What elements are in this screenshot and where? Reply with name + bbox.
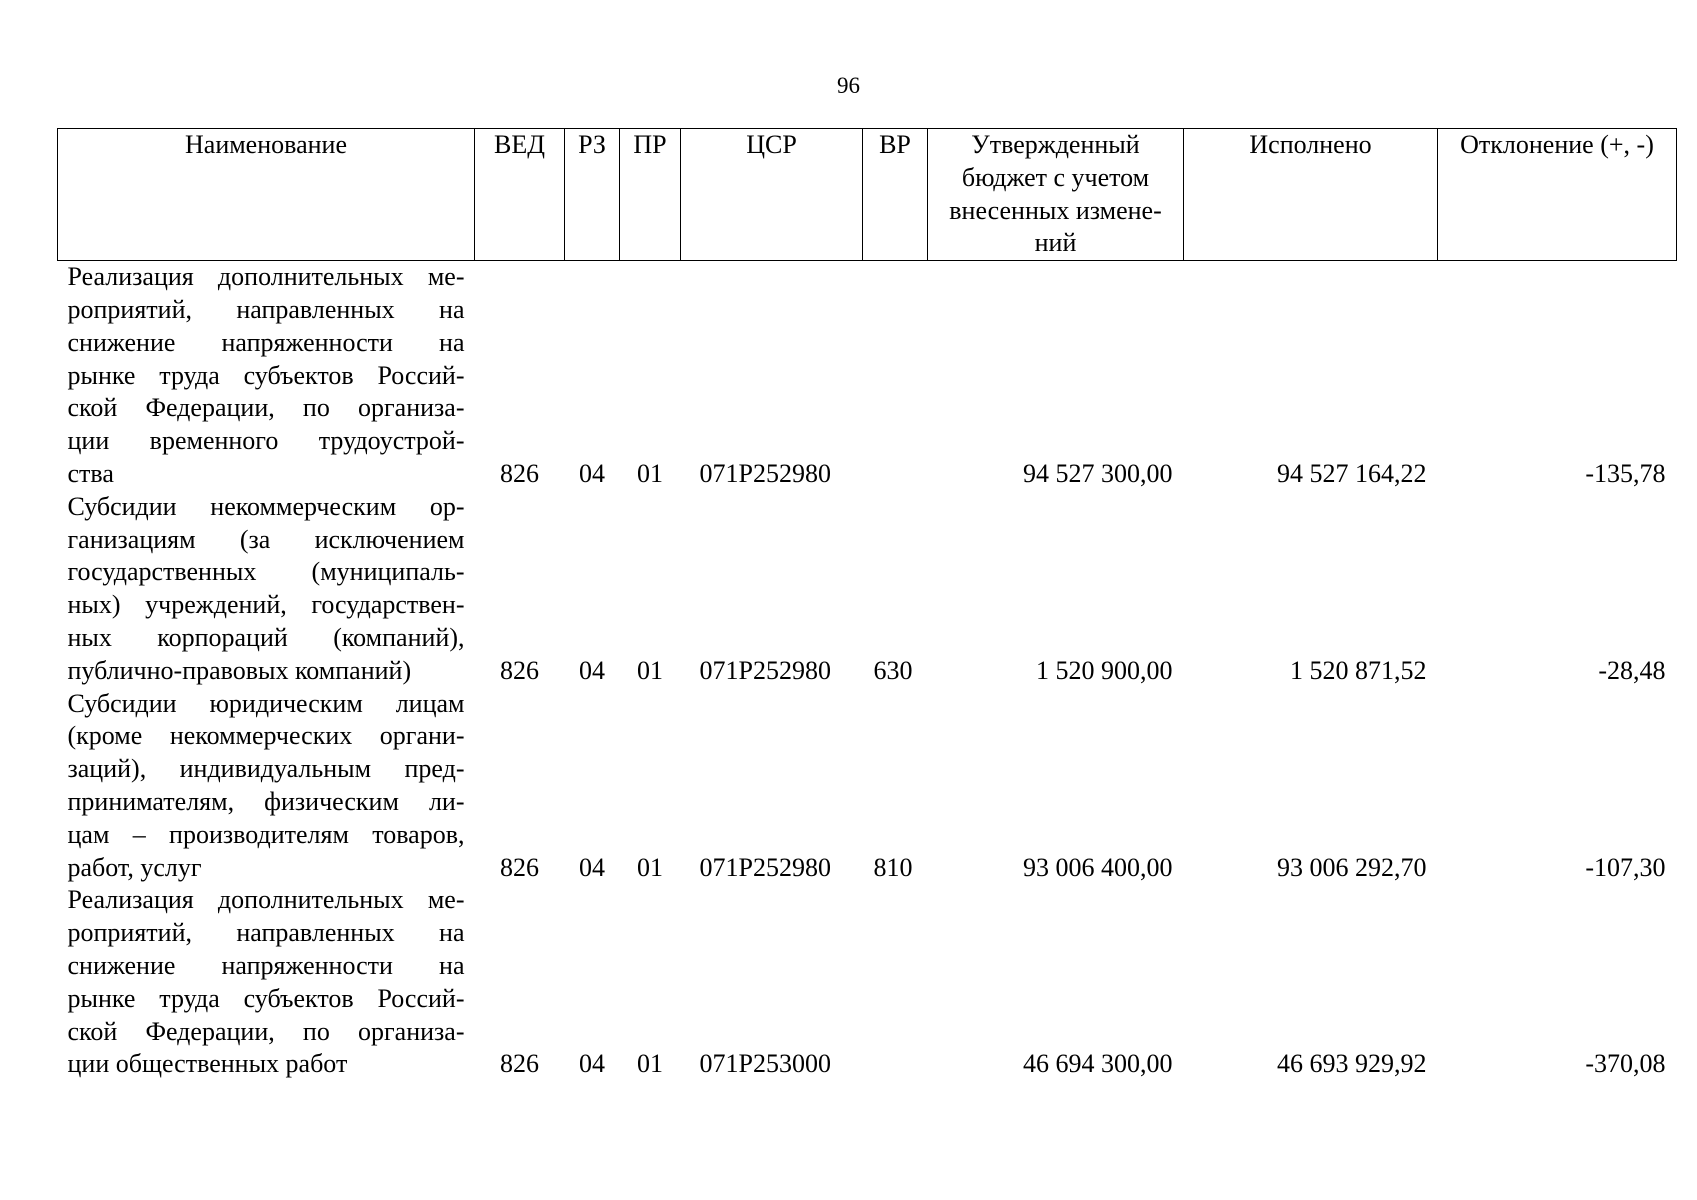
cell-executed: 93 006 292,70 [1277, 852, 1427, 882]
name-line: ных корпораций (компаний), [67, 622, 465, 652]
cell-deviation: -135,78 [1585, 458, 1666, 488]
table-row [58, 491, 1677, 688]
name-line: рынке труда субъектов Россий- [67, 360, 465, 390]
name-line: ской Федерации, по организа- [67, 393, 465, 423]
cell-rz: 04 [579, 458, 605, 488]
name-line: заций), индивидуальным пред- [67, 754, 465, 784]
name-line: роприятий, направленных на [67, 918, 465, 948]
name-line: ганизациям (за исключением [67, 524, 465, 554]
cell-approved: 94 527 300,00 [1023, 458, 1173, 488]
header-row [58, 129, 1677, 261]
cell-pr: 01 [637, 655, 663, 685]
cell-name [58, 261, 475, 491]
name-line: ных) учреждений, государствен- [67, 590, 465, 620]
cell-vr: 630 [873, 655, 913, 685]
cell-deviation: -370,08 [1585, 1049, 1666, 1079]
cell-ved: 826 [500, 655, 539, 685]
cell-pr: 01 [637, 852, 663, 882]
cell-rz: 04 [579, 1049, 605, 1079]
cell-approved: 93 006 400,00 [1023, 852, 1173, 882]
header-rz: РЗ [565, 129, 620, 261]
cell-approved: 1 520 900,00 [1036, 655, 1173, 685]
name-line: снижение напряженности на [67, 327, 465, 357]
cell-vr: 810 [873, 852, 913, 882]
cell-ved: 826 [500, 458, 539, 488]
cell-rz: 04 [579, 655, 605, 685]
name-line: ства [67, 458, 114, 488]
table-row [58, 884, 1677, 1081]
header-executed: Исполнено [1184, 129, 1438, 261]
cell-csr: 071P252980 [699, 852, 831, 882]
cell-ved: 826 [500, 1049, 539, 1079]
header-csr: ЦСР [681, 129, 863, 261]
name-line: снижение напряженности на [67, 950, 465, 980]
name-line: роприятий, направленных на [67, 294, 465, 324]
name-line: (кроме некоммерческих органи- [67, 721, 465, 751]
budget-execution-table [57, 128, 1677, 1081]
cell-pr: 01 [637, 458, 663, 488]
cell-executed: 1 520 871,52 [1290, 655, 1427, 685]
page-number: 96 [837, 73, 860, 98]
table-body [58, 261, 1677, 1081]
cell-deviation: -107,30 [1585, 852, 1666, 882]
name-line: цам – производителям товаров, [67, 819, 465, 849]
cell-csr: 071P253000 [699, 1049, 831, 1079]
header-name: Наименование [58, 129, 475, 261]
cell-csr: 071P252980 [699, 655, 831, 685]
cell-rz: 04 [579, 852, 605, 882]
name-line: работ, услуг [67, 852, 202, 882]
cell-vr [863, 261, 928, 491]
table-row [58, 261, 1677, 491]
cell-executed: 94 527 164,22 [1277, 458, 1427, 488]
name-line: публично-правовых компаний) [67, 655, 412, 685]
name-line: ской Федерации, по организа- [67, 1016, 465, 1046]
name-line: ции временного трудоустрой- [67, 426, 465, 456]
cell-name [58, 491, 475, 688]
cell-executed: 46 693 929,92 [1277, 1049, 1427, 1079]
name-line: принимателям, физическим ли- [67, 786, 465, 816]
header-vr: ВР [863, 129, 928, 261]
cell-name [58, 884, 475, 1081]
header-pr: ПР [620, 129, 681, 261]
name-line: ции общественных работ [67, 1049, 348, 1079]
name-line: Субсидии некоммерческим ор- [67, 491, 465, 521]
name-line: Реализация дополнительных ме- [67, 885, 465, 915]
cell-deviation: -28,48 [1598, 655, 1666, 685]
name-line: Реализация дополнительных ме- [67, 262, 465, 292]
table-row [58, 688, 1677, 885]
table-header [58, 129, 1677, 261]
cell-vr [863, 884, 928, 1081]
cell-ved: 826 [500, 852, 539, 882]
cell-csr: 071P252980 [699, 458, 831, 488]
cell-name [58, 688, 475, 885]
name-line: Субсидии юридическим лицам [67, 688, 465, 718]
cell-pr: 01 [637, 1049, 663, 1079]
name-line: рынке труда субъектов Россий- [67, 983, 465, 1013]
header-approved: Утвержденный бюджет с учетом внесенных измене-ний [928, 129, 1184, 261]
header-deviation: Отклонение (+, -) [1438, 129, 1677, 261]
header-ved: ВЕД [475, 129, 565, 261]
name-line: государственных (муниципаль- [67, 557, 465, 587]
cell-approved: 46 694 300,00 [1023, 1049, 1173, 1079]
